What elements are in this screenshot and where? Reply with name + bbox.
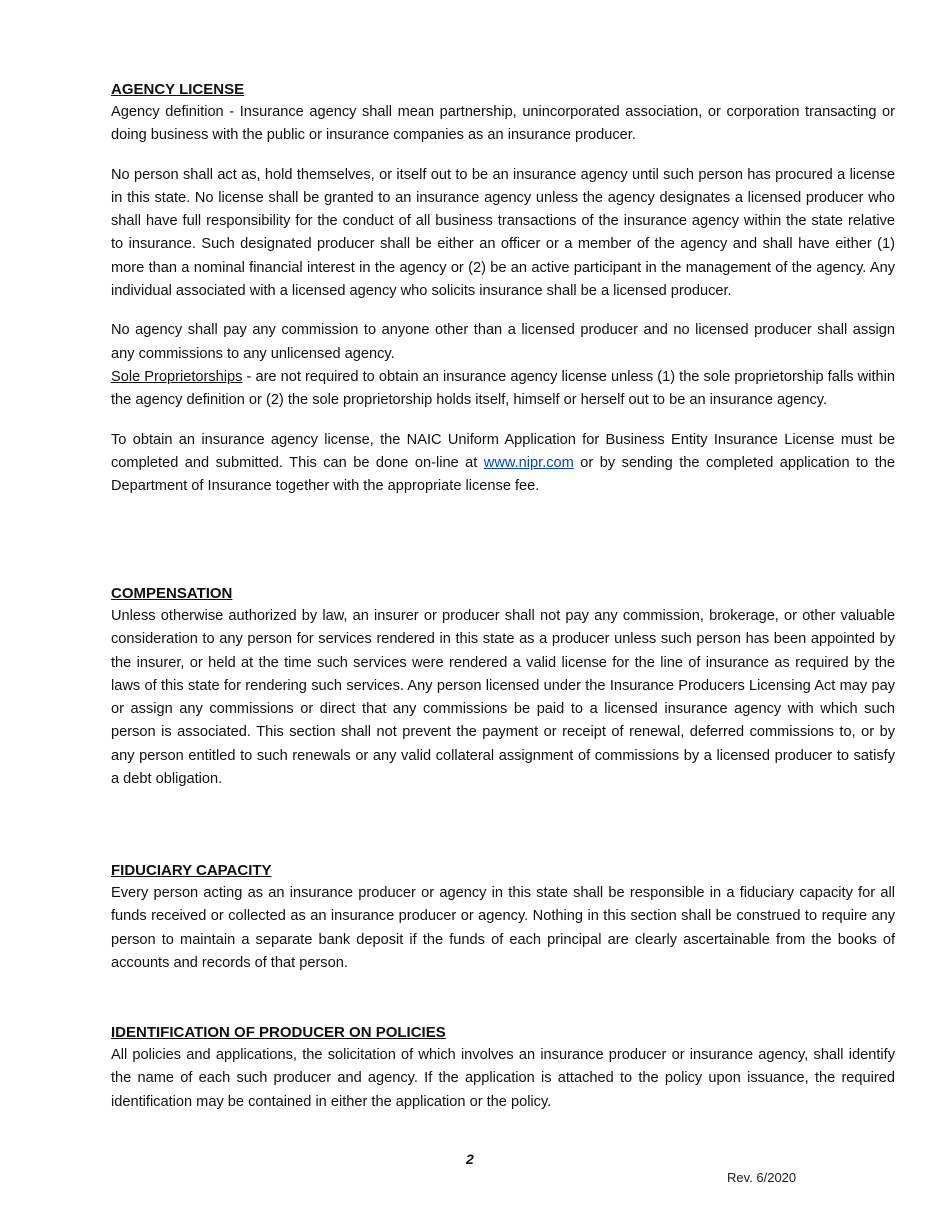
section-agency-license [111,79,895,514]
term-sole-proprietorships: Sole Proprietorships [111,368,243,385]
paragraph-text: or by sending the completed application to the Department of Insurance together with the appropriate license fee. [111,454,895,495]
paragraph-text: To obtain an insurance agency license, the NAIC Uniform Application for Business Entity Insurance License must be completed and submitted. This can be done on-line at [111,431,895,471]
nipr-link[interactable]: www.nipr.com [483,454,574,471]
paragraph: No person shall act as, hold themselves, or itself out to be an insurance agency until such person has procured a license in this state. No license shall be granted to an insurance agency unless the agency designates a licensed producer who shall have full responsibility for the conduct of all business transactions of the insurance agency within the state relative to insurance. Such designated producer shall be either an officer or a member of the agency and shall have either (1) more than a nominal financial interest in the agency or (2) be an active participant in the management of the agency. Any individual associated with a licensed agency who solicits insurance shall be a licensed producer. [111,166,895,300]
section-identification-of-producer [111,1022,895,1130]
section-heading: IDENTIFICATION OF PRODUCER ON POLICIES [111,1024,446,1041]
paragraph [111,429,895,499]
paragraph [111,366,895,413]
paragraph-text: - are not required to obtain an insurance agency license unless (1) the sole proprietorship falls within the agency definition or (2) the sole proprietorship holds itself, himself or herself out to be an insurance agency. [111,368,895,409]
paragraph: Agency definition - Insurance agency shall mean partnership, unincorporated association, or corporation transacting or doing business with the public or insurance companies as an insurance producer. [111,104,895,144]
section-heading: AGENCY LICENSE [111,81,245,98]
page-number: 2 [466,1151,474,1167]
paragraph: Unless otherwise authorized by law, an insurer or producer shall not pay any commission, brokerage, or other valuable consideration to any person for services rendered in this state as a producer unless such person has been appointed by the insurer, or held at the time such services were rendered a valid license for the line of insurance as required by the laws of this state for rendering such services. Any person licensed under the Insurance Producers Licensing Act may pay or assign any commissions or direct that any commissions be paid to a licensed insurance agency with which such person is associated. This section shall not prevent the payment or receipt of renewal, deferred commissions to, or by any person entitled to such renewals or any valid collateral assignment of commissions by a licensed producer to satisfy a debt obligation. [111,608,895,788]
revision-label: Rev. 6/2020 [727,1170,797,1185]
section-heading: FIDUCIARY CAPACITY [111,862,272,879]
paragraph: All policies and applications, the solicitation of which involves an insurance producer or insurance agency, shall identify the name of each such producer and agency. If the application is attached to the policy upon issuance, the required identification may be contained in either the application or the policy. [111,1047,895,1110]
paragraph: No agency shall pay any commission to anyone other than a licensed producer and no licensed producer shall assign any commissions to any unlicensed agency. [111,322,895,362]
section-heading: COMPENSATION [111,585,233,602]
section-compensation [111,583,895,807]
paragraph: Every person acting as an insurance producer or agency in this state shall be responsible in a fiduciary capacity for all funds received or collected as an insurance producer or agency. Nothing in this section shall be construed to require any person to maintain a separate bank deposit if the funds of each principal are clearly ascertainable from the books of accounts and records of that person. [111,885,895,971]
section-fiduciary-capacity [111,860,895,991]
